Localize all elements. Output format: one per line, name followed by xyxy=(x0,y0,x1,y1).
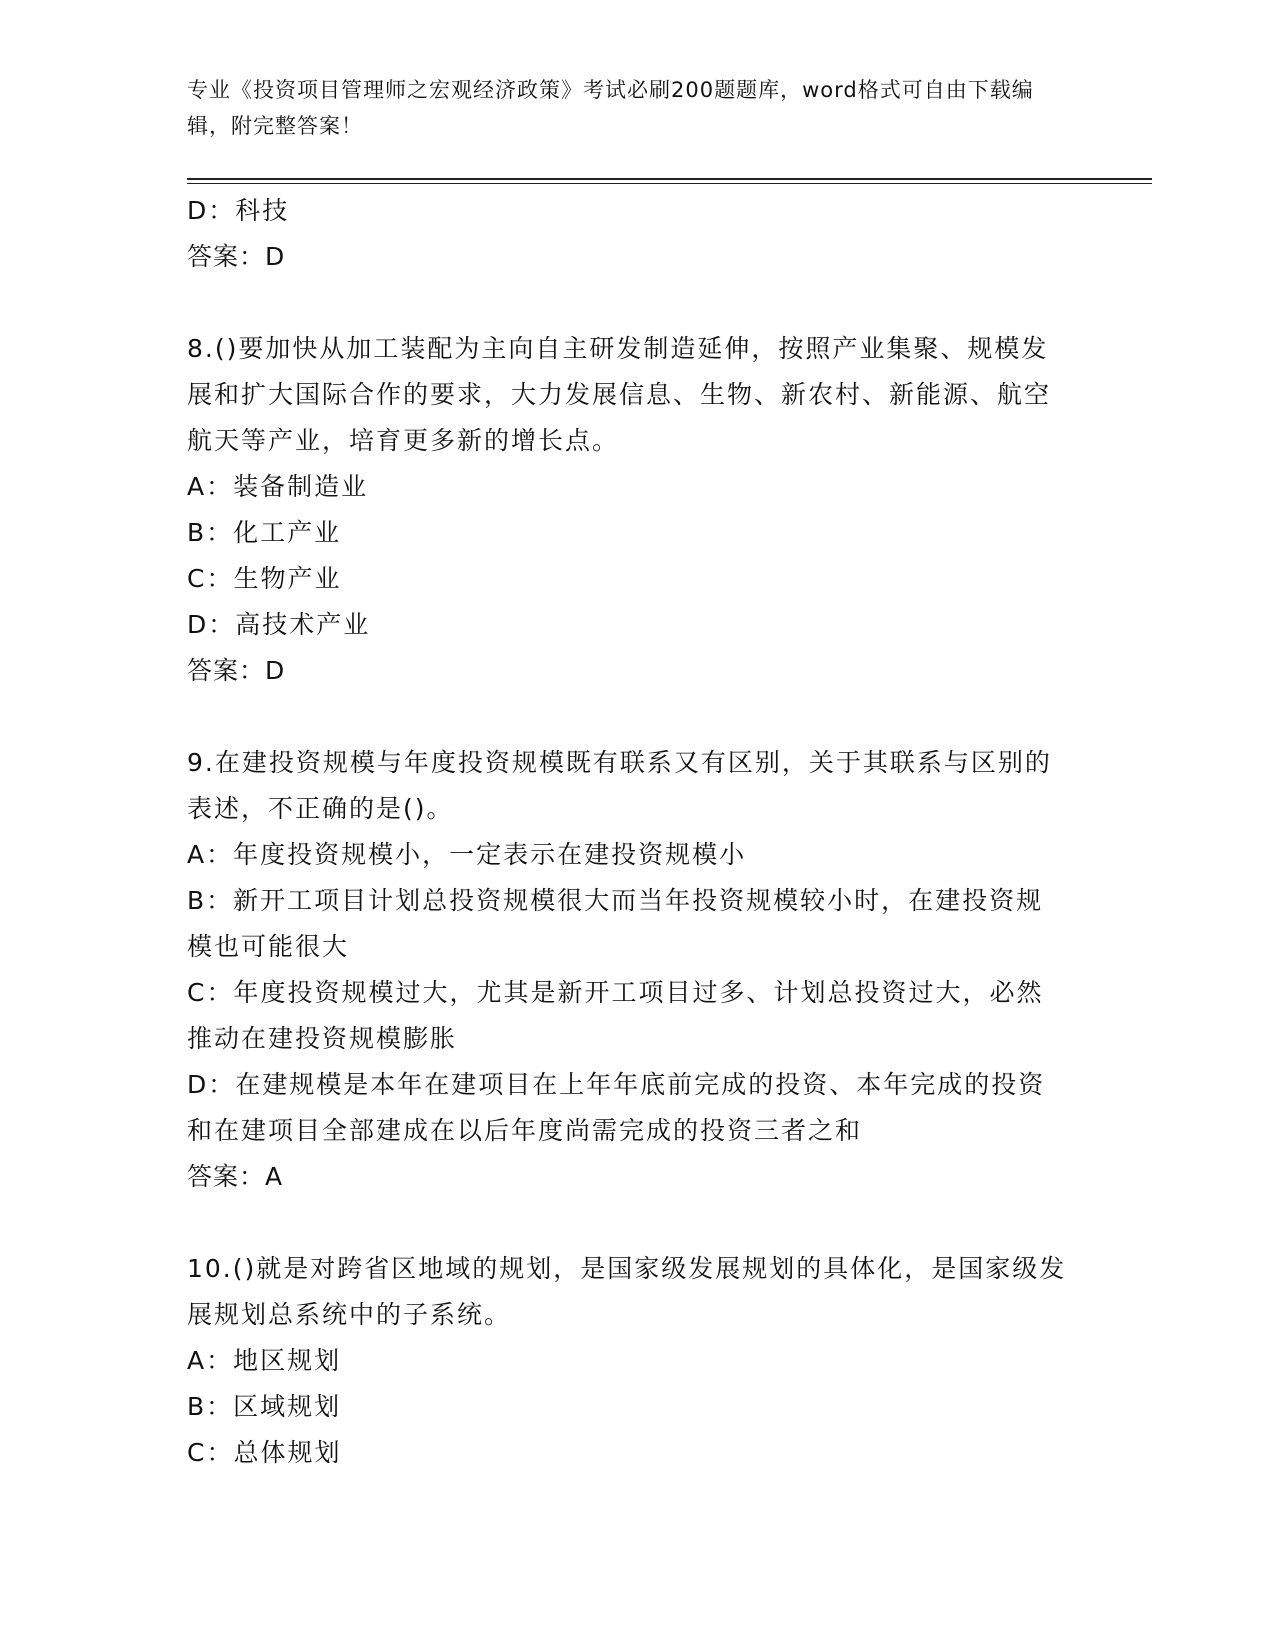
answer-text: 答案：D xyxy=(187,242,286,271)
question-text: 8.()要加快从加工装配为主向自主研发制造延伸，按照产业集聚、规模发展和扩大国际合作的要求，大力发展信息、生物、新农村、新能源、航空航天等产业，培育更多新的增长点。 xyxy=(187,334,1052,455)
header-rule-thin xyxy=(187,183,1152,184)
answer-text: 答案：A xyxy=(187,1162,284,1191)
option-text: C：年度投资规模过大，尤其是新开工项目过多、计划总投资过大，必然推动在建投资规模膨胀 xyxy=(187,978,1044,1053)
answer-text: 答案：D xyxy=(187,656,286,685)
option-text: B：新开工项目计划总投资规模很大而当年投资规模较小时，在建投资规模也可能很大 xyxy=(187,886,1044,961)
option-text: C：总体规划 xyxy=(187,1438,342,1467)
question-text: 10.()就是对跨省区地域的规划，是国家级发展规划的具体化，是国家级发展规划总系统中的子系统。 xyxy=(187,1254,1067,1329)
document-header: 专业《投资项目管理师之宏观经济政策》考试必刷200题题库，word格式可自由下载编辑，附完整答案！ xyxy=(187,78,1034,138)
option-text: B：化工产业 xyxy=(187,518,342,547)
question-spacer xyxy=(187,1200,1067,1246)
option-text: A：装备制造业 xyxy=(187,472,369,501)
question-text: 9.在建投资规模与年度投资规模既有联系又有区别，关于其联系与区别的表述，不正确的是()。 xyxy=(187,748,1052,823)
question-list xyxy=(187,188,1067,1476)
option-text: D：高技术产业 xyxy=(187,610,371,639)
header-rule-thick xyxy=(187,178,1152,180)
question-spacer xyxy=(187,280,1067,326)
option-text: A：年度投资规模小，一定表示在建投资规模小 xyxy=(187,840,747,869)
question-spacer xyxy=(187,694,1067,740)
option-text: D：科技 xyxy=(187,196,290,225)
option-text: A：地区规划 xyxy=(187,1346,342,1375)
option-text: C：生物产业 xyxy=(187,564,342,593)
option-text: D：在建规模是本年在建项目在上年年底前完成的投资、本年完成的投资和在建项目全部建成在以后年度尚需完成的投资三者之和 xyxy=(187,1070,1046,1145)
option-text: B：区域规划 xyxy=(187,1392,342,1421)
